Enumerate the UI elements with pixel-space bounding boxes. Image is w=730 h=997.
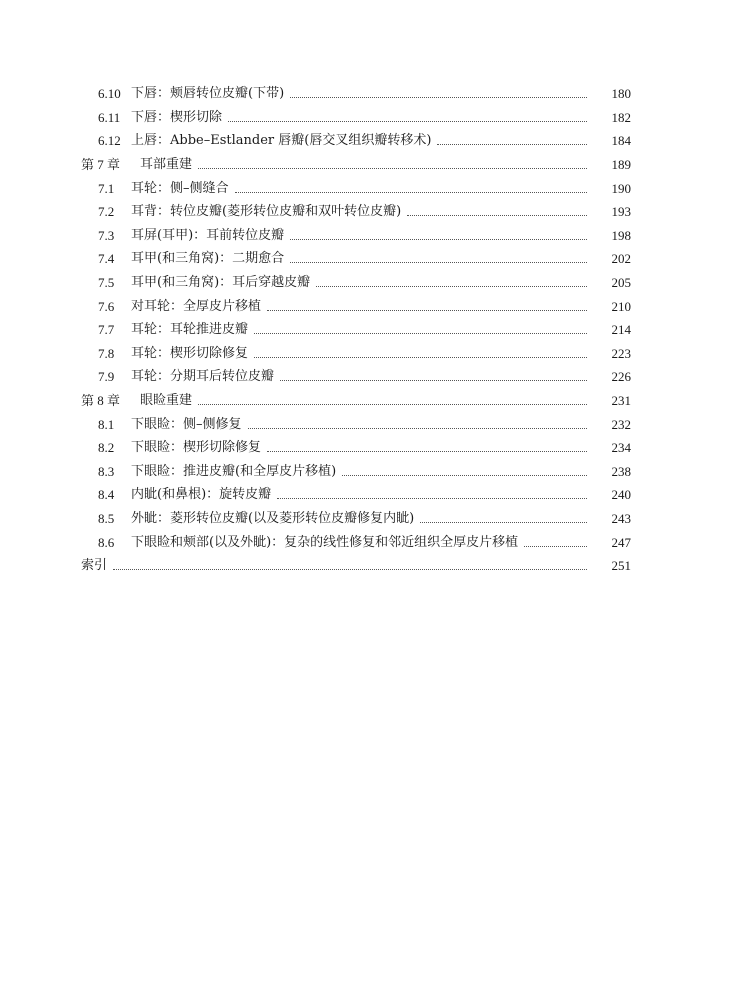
toc-entry-number: 6.10 bbox=[98, 86, 121, 102]
toc-entry-title: 耳轮：耳轮推进皮瓣 bbox=[131, 322, 249, 338]
toc-entry[interactable] bbox=[0, 483, 730, 507]
toc-entry-page: 198 bbox=[611, 227, 631, 243]
toc-entry-number: 8.2 bbox=[98, 440, 115, 456]
toc-entry[interactable] bbox=[0, 460, 730, 484]
toc-index-entry[interactable] bbox=[0, 554, 730, 578]
toc-entry-title: 下眼睑和颊部(以及外眦)：复杂的线性修复和邻近组织全厚皮片移植 bbox=[131, 534, 519, 550]
toc-entry-page: 180 bbox=[611, 86, 631, 102]
toc-entry-number: 7.9 bbox=[98, 369, 115, 385]
toc-entry-number: 8.5 bbox=[98, 510, 115, 526]
toc-entry-page: 210 bbox=[611, 298, 631, 314]
dot-leader bbox=[235, 192, 587, 193]
dot-leader bbox=[290, 239, 587, 240]
toc-entry-number: 7.1 bbox=[98, 180, 115, 196]
toc-index-title: 索引 bbox=[81, 558, 108, 574]
toc-entry-page: 214 bbox=[611, 322, 631, 338]
toc-entry-title: 内眦(和鼻根)：旋转皮瓣 bbox=[131, 487, 272, 503]
dot-leader bbox=[254, 333, 587, 334]
dot-leader bbox=[407, 215, 587, 216]
toc-entry-title: 耳屏(耳甲)：耳前转位皮瓣 bbox=[131, 227, 285, 243]
toc-entry-title: 耳轮：分期耳后转位皮瓣 bbox=[131, 369, 275, 385]
toc-entry-page: 234 bbox=[611, 440, 631, 456]
toc-entry-title: 上唇：Abbe–Estlander 唇瓣(唇交叉组织瓣转移术) bbox=[131, 133, 432, 149]
toc-entry[interactable] bbox=[0, 412, 730, 436]
toc-entry[interactable] bbox=[0, 224, 730, 248]
dot-leader bbox=[437, 144, 587, 145]
toc-entry[interactable] bbox=[0, 82, 730, 106]
toc-entry[interactable] bbox=[0, 294, 730, 318]
toc-entry-title: 下眼睑：楔形切除修复 bbox=[131, 440, 262, 456]
toc-entry[interactable] bbox=[0, 507, 730, 531]
toc-entry-page: 205 bbox=[611, 275, 631, 291]
toc-chapter-number: 第 7 章 bbox=[81, 157, 121, 173]
dot-leader bbox=[290, 262, 587, 263]
toc-entry[interactable] bbox=[0, 106, 730, 130]
toc-entry[interactable] bbox=[0, 318, 730, 342]
toc-entry-title: 下眼睑：侧–侧修复 bbox=[131, 416, 242, 432]
dot-leader bbox=[113, 569, 587, 570]
dot-leader bbox=[248, 428, 587, 429]
toc-chapter-title: 耳部重建 bbox=[140, 157, 193, 173]
toc-entry[interactable] bbox=[0, 365, 730, 389]
toc-chapter-number: 第 8 章 bbox=[81, 393, 121, 409]
table-of-contents bbox=[0, 82, 730, 577]
toc-chapter[interactable] bbox=[0, 389, 730, 413]
toc-entry-title: 下眼睑：推进皮瓣(和全厚皮片移植) bbox=[131, 463, 337, 479]
toc-entry-page: 193 bbox=[611, 204, 631, 220]
dot-leader bbox=[420, 522, 587, 523]
dot-leader bbox=[290, 97, 587, 98]
toc-entry-number: 7.6 bbox=[98, 298, 115, 314]
dot-leader bbox=[254, 357, 587, 358]
toc-entry-number: 7.5 bbox=[98, 275, 115, 291]
toc-chapter-page: 189 bbox=[611, 157, 631, 173]
toc-entry-number: 7.2 bbox=[98, 204, 115, 220]
toc-entry-title: 耳甲(和三角窝)：二期愈合 bbox=[131, 251, 285, 267]
toc-entry-title: 下唇：楔形切除 bbox=[131, 109, 223, 125]
dot-leader bbox=[524, 546, 587, 547]
toc-entry-page: 184 bbox=[611, 133, 631, 149]
toc-entry-page: 202 bbox=[611, 251, 631, 267]
toc-index-page: 251 bbox=[611, 558, 631, 574]
toc-entry-number: 7.3 bbox=[98, 227, 115, 243]
toc-entry-page: 223 bbox=[611, 345, 631, 361]
toc-chapter[interactable] bbox=[0, 153, 730, 177]
dot-leader bbox=[198, 168, 587, 169]
toc-entry-title: 耳甲(和三角窝)：耳后穿越皮瓣 bbox=[131, 275, 311, 291]
toc-entry-title: 外眦：菱形转位皮瓣(以及菱形转位皮瓣修复内眦) bbox=[131, 510, 415, 526]
toc-entry[interactable] bbox=[0, 247, 730, 271]
toc-entry-number: 8.6 bbox=[98, 534, 115, 550]
toc-entry[interactable] bbox=[0, 129, 730, 153]
dot-leader bbox=[228, 121, 587, 122]
toc-chapter-page: 231 bbox=[611, 393, 631, 409]
dot-leader bbox=[267, 310, 587, 311]
toc-entry-title: 对耳轮：全厚皮片移植 bbox=[131, 298, 262, 314]
toc-entry[interactable] bbox=[0, 436, 730, 460]
toc-entry-page: 182 bbox=[611, 109, 631, 125]
toc-entry[interactable] bbox=[0, 200, 730, 224]
dot-leader bbox=[198, 404, 587, 405]
toc-entry-page: 226 bbox=[611, 369, 631, 385]
toc-entry-title: 耳轮：楔形切除修复 bbox=[131, 345, 249, 361]
dot-leader bbox=[267, 451, 587, 452]
toc-chapter-title: 眼睑重建 bbox=[140, 393, 193, 409]
dot-leader bbox=[277, 498, 587, 499]
toc-entry-number: 7.8 bbox=[98, 345, 115, 361]
dot-leader bbox=[342, 475, 587, 476]
toc-entry-number: 8.4 bbox=[98, 487, 115, 503]
toc-entry-title: 耳背：转位皮瓣(菱形转位皮瓣和双叶转位皮瓣) bbox=[131, 204, 402, 220]
toc-entry-number: 6.11 bbox=[98, 109, 121, 125]
toc-entry-number: 7.4 bbox=[98, 251, 115, 267]
toc-entry-page: 238 bbox=[611, 463, 631, 479]
toc-entry[interactable] bbox=[0, 271, 730, 295]
toc-entry-number: 6.12 bbox=[98, 133, 121, 149]
toc-entry-page: 243 bbox=[611, 510, 631, 526]
toc-entry-page: 232 bbox=[611, 416, 631, 432]
toc-entry-title: 耳轮：侧–侧缝合 bbox=[131, 180, 229, 196]
toc-entry-number: 8.1 bbox=[98, 416, 115, 432]
dot-leader bbox=[280, 380, 587, 381]
toc-entry-page: 240 bbox=[611, 487, 631, 503]
toc-entry-title: 下唇：颊唇转位皮瓣(下带) bbox=[131, 86, 285, 102]
toc-entry[interactable] bbox=[0, 342, 730, 366]
toc-entry-page: 247 bbox=[611, 534, 631, 550]
toc-entry[interactable] bbox=[0, 530, 730, 554]
toc-entry-number: 8.3 bbox=[98, 463, 115, 479]
toc-entry-number: 7.7 bbox=[98, 322, 115, 338]
toc-entry-page: 190 bbox=[611, 180, 631, 196]
toc-entry[interactable] bbox=[0, 176, 730, 200]
dot-leader bbox=[316, 286, 587, 287]
